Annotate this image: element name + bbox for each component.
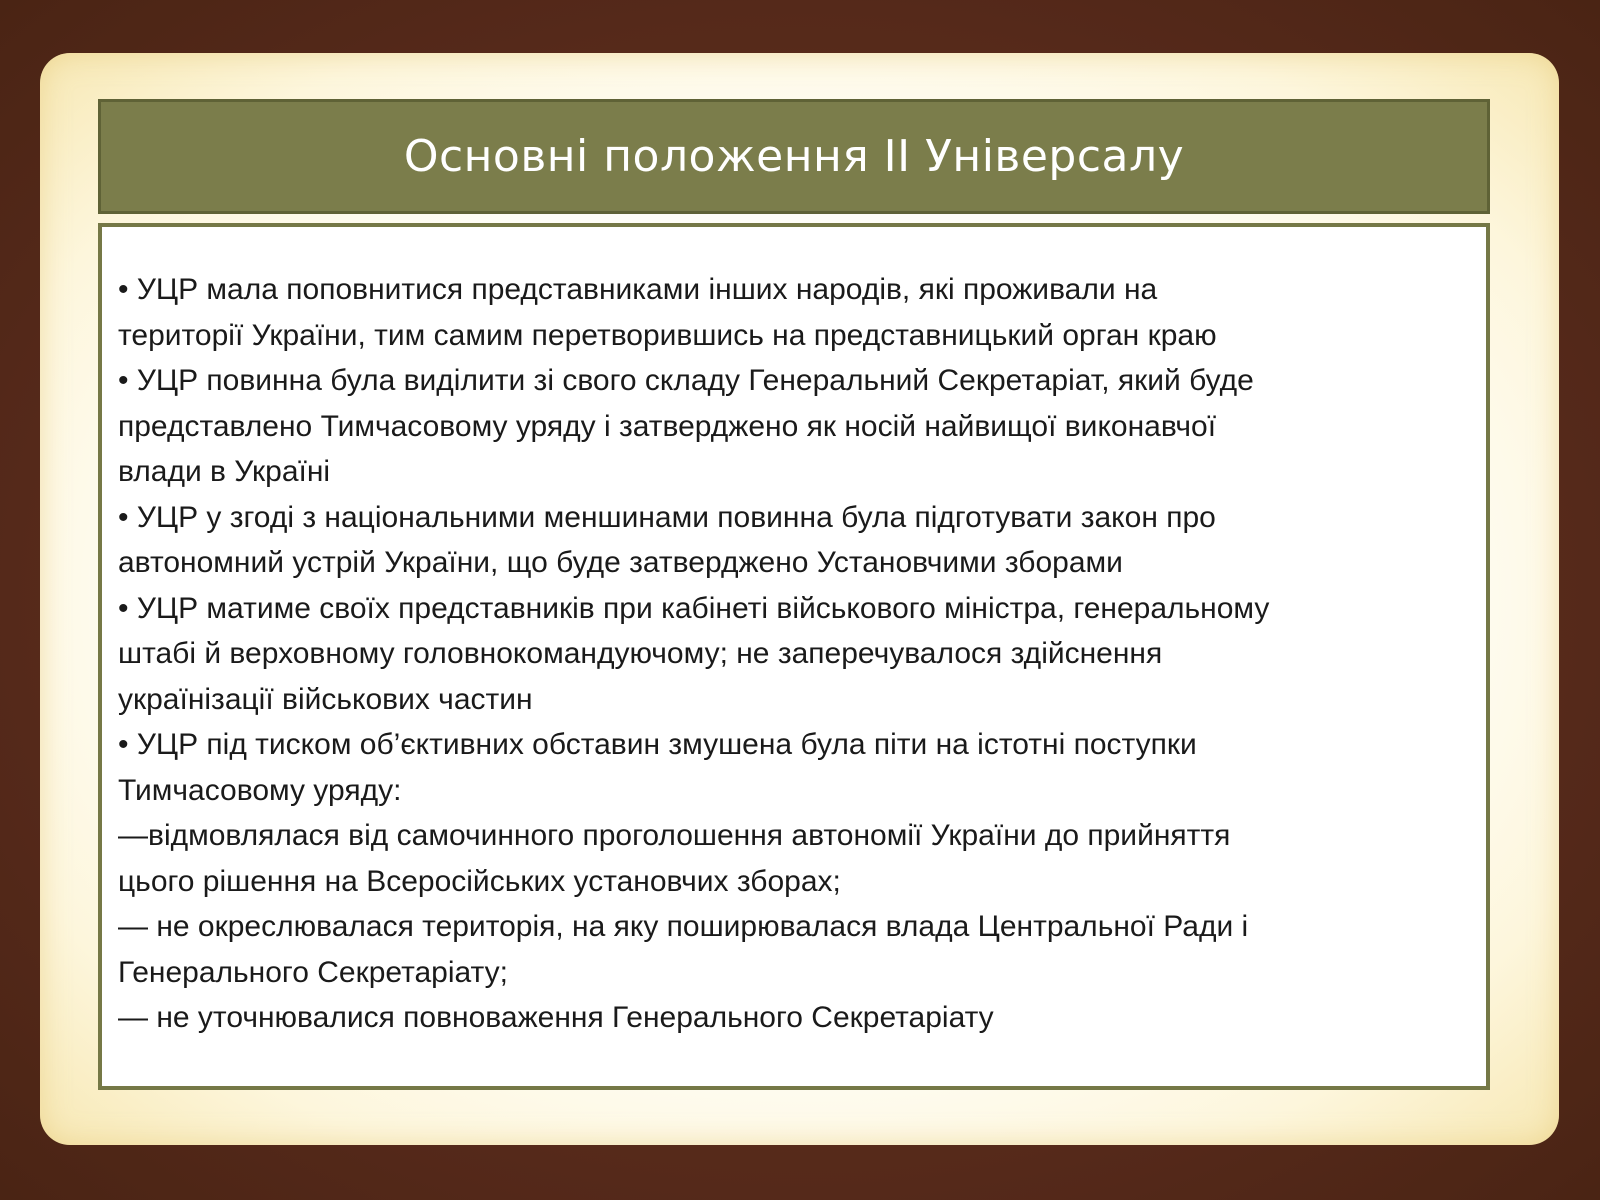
text-line: території України, тим самим перетворившись на представницький орган краю bbox=[118, 318, 1217, 352]
text-line: штабі й верховному головнокомандуючому; не заперечувалося здійснення bbox=[118, 637, 1163, 670]
slide-card bbox=[40, 53, 1559, 1145]
content-box bbox=[98, 223, 1490, 1090]
text-line: • УЦР мала поповнитися представниками інших народів, які проживали на bbox=[118, 273, 1158, 306]
title-bar bbox=[98, 99, 1490, 214]
text-line: Тимчасовому уряду: bbox=[118, 773, 402, 807]
text-line: цього рішення на Всеросійських установчих зборах; bbox=[118, 864, 841, 898]
text-line: представлено Тимчасовому уряду і затверджено як носій найвищої виконавчої bbox=[118, 409, 1217, 443]
text-line: • УЦР повинна була виділити зі свого складу Генеральний Секретаріат, який буде bbox=[118, 364, 1254, 397]
text-line: автономний устрій України, що буде затверджено Установчими зборами bbox=[118, 546, 1123, 579]
text-line: • УЦР під тиском об’єктивних обставин змушена була піти на істотні поступки bbox=[118, 728, 1197, 761]
slide-title: Основні положення ІІ Універсалу bbox=[403, 131, 1185, 182]
text-line: влади в Україні bbox=[118, 455, 331, 488]
text-line: —відмовлялася від самочинного проголошення автономії України до прийняття bbox=[118, 819, 1231, 852]
text-line: • УЦР матиме своїх представників при кабінеті військового міністра, генеральному bbox=[118, 591, 1270, 625]
text-line: — не окреслювалася територія, на яку поширювалася влада Центральної Ради і bbox=[118, 910, 1249, 943]
text-line: українізації військових частин bbox=[118, 682, 533, 716]
text-line: • УЦР у згоді з національними меншинами повинна була підготувати закон про bbox=[118, 500, 1216, 534]
text-line: — не уточнювалися повноваження Генерального Секретаріату bbox=[118, 1001, 994, 1034]
text-line: Генерального Секретаріату; bbox=[118, 955, 508, 989]
